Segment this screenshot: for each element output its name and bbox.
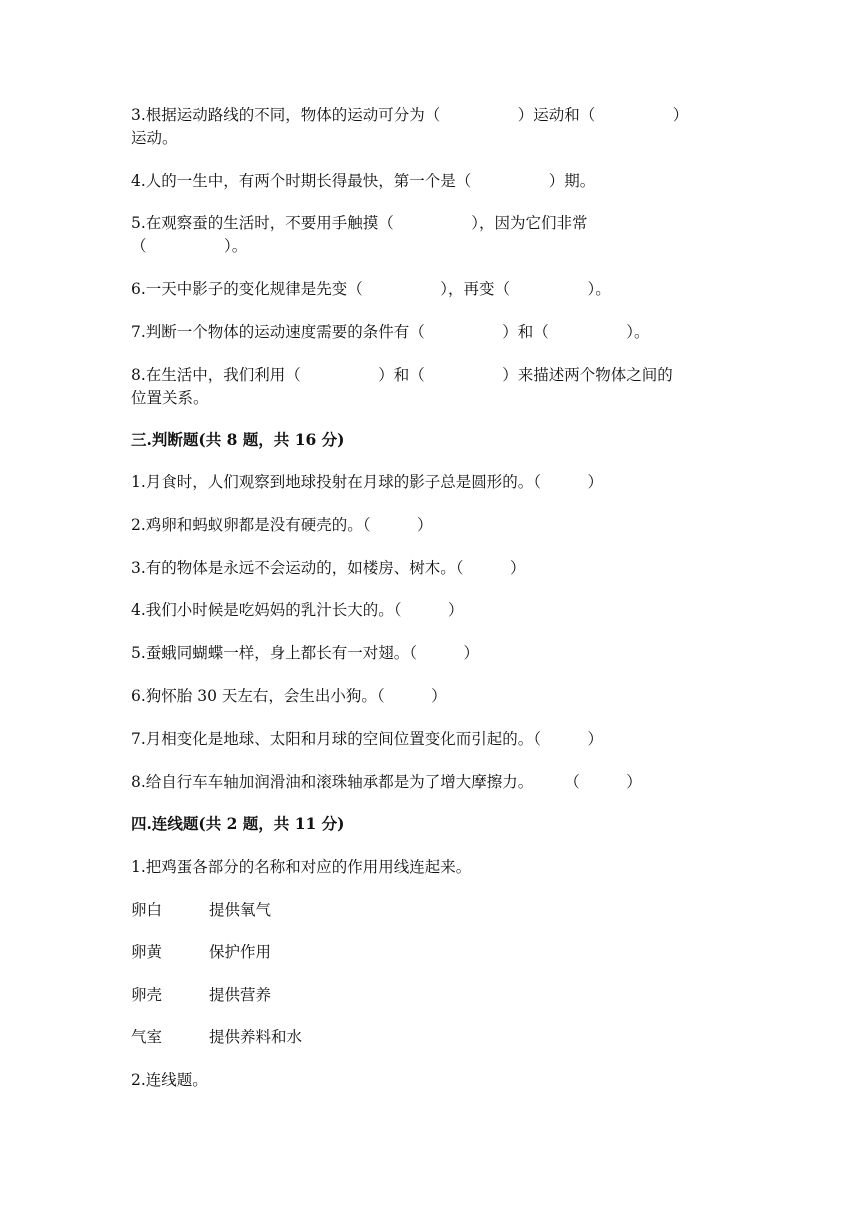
judgement-item: 3.有的物体是永远不会运动的，如楼房、树木。（ ） [131, 559, 526, 577]
matching-question: 1.把鸡蛋各部分的名称和对应的作用用线连起来。 [131, 858, 472, 876]
judgement-item: 7.月相变化是地球、太阳和月球的空间位置变化而引起的。（ ） [131, 730, 604, 748]
question-line: 4.人的一生中，有两个时期长得最快，第一个是（ ）期。 [131, 172, 596, 190]
judgement-item: 1.月食时，人们观察到地球投射在月球的影子总是圆形的。（ ） [131, 473, 604, 491]
question-line: 8.在生活中，我们利用（ ）和（ ）来描述两个物体之间的 [131, 366, 673, 384]
egg-part-label: 卵壳 [131, 986, 163, 1004]
judgement-item: 2.鸡卵和蚂蚁卵都是没有硬壳的。（ ） [131, 516, 433, 534]
judgement-item: 5.蚕蛾同蝴蝶一样，身上都长有一对翅。（ ） [131, 644, 480, 662]
question-line: 7.判断一个物体的运动速度需要的条件有（ ）和（ ）。 [131, 323, 650, 341]
question-line: 6.一天中影子的变化规律是先变（ ），再变（ ）。 [131, 280, 611, 298]
judgement-item: 6.狗怀胎 30 天左右，会生出小狗。（ ） [131, 687, 447, 705]
question-line: 运动。 [131, 129, 178, 147]
question-line: （ ）。 [131, 237, 248, 255]
question-line: 5.在观察蚕的生活时，不要用手触摸（ ），因为它们非常 [131, 214, 588, 232]
section-heading: 四.连线题(共 2 题，共 11 分) [131, 814, 345, 833]
egg-function-label: 保护作用 [209, 943, 272, 961]
question-line: 位置关系。 [131, 389, 209, 407]
egg-part-label: 卵黄 [131, 943, 163, 961]
judgement-item: 4.我们小时候是吃妈妈的乳汁长大的。（ ） [131, 601, 464, 619]
egg-part-label: 卵白 [131, 901, 163, 919]
question-line: 3.根据运动路线的不同，物体的运动可分为（ ）运动和（ ） [131, 106, 689, 124]
egg-part-label: 气室 [131, 1028, 163, 1046]
matching-question: 2.连线题。 [131, 1071, 208, 1089]
egg-function-label: 提供营养 [209, 986, 272, 1004]
egg-function-label: 提供氧气 [209, 901, 272, 919]
section-heading: 三.判断题(共 8 题，共 16 分) [131, 430, 345, 449]
judgement-item: 8.给自行车车轴加润滑油和滚珠轴承都是为了增大摩擦力。 （ ） [131, 773, 642, 791]
egg-function-label: 提供养料和水 [209, 1028, 303, 1046]
